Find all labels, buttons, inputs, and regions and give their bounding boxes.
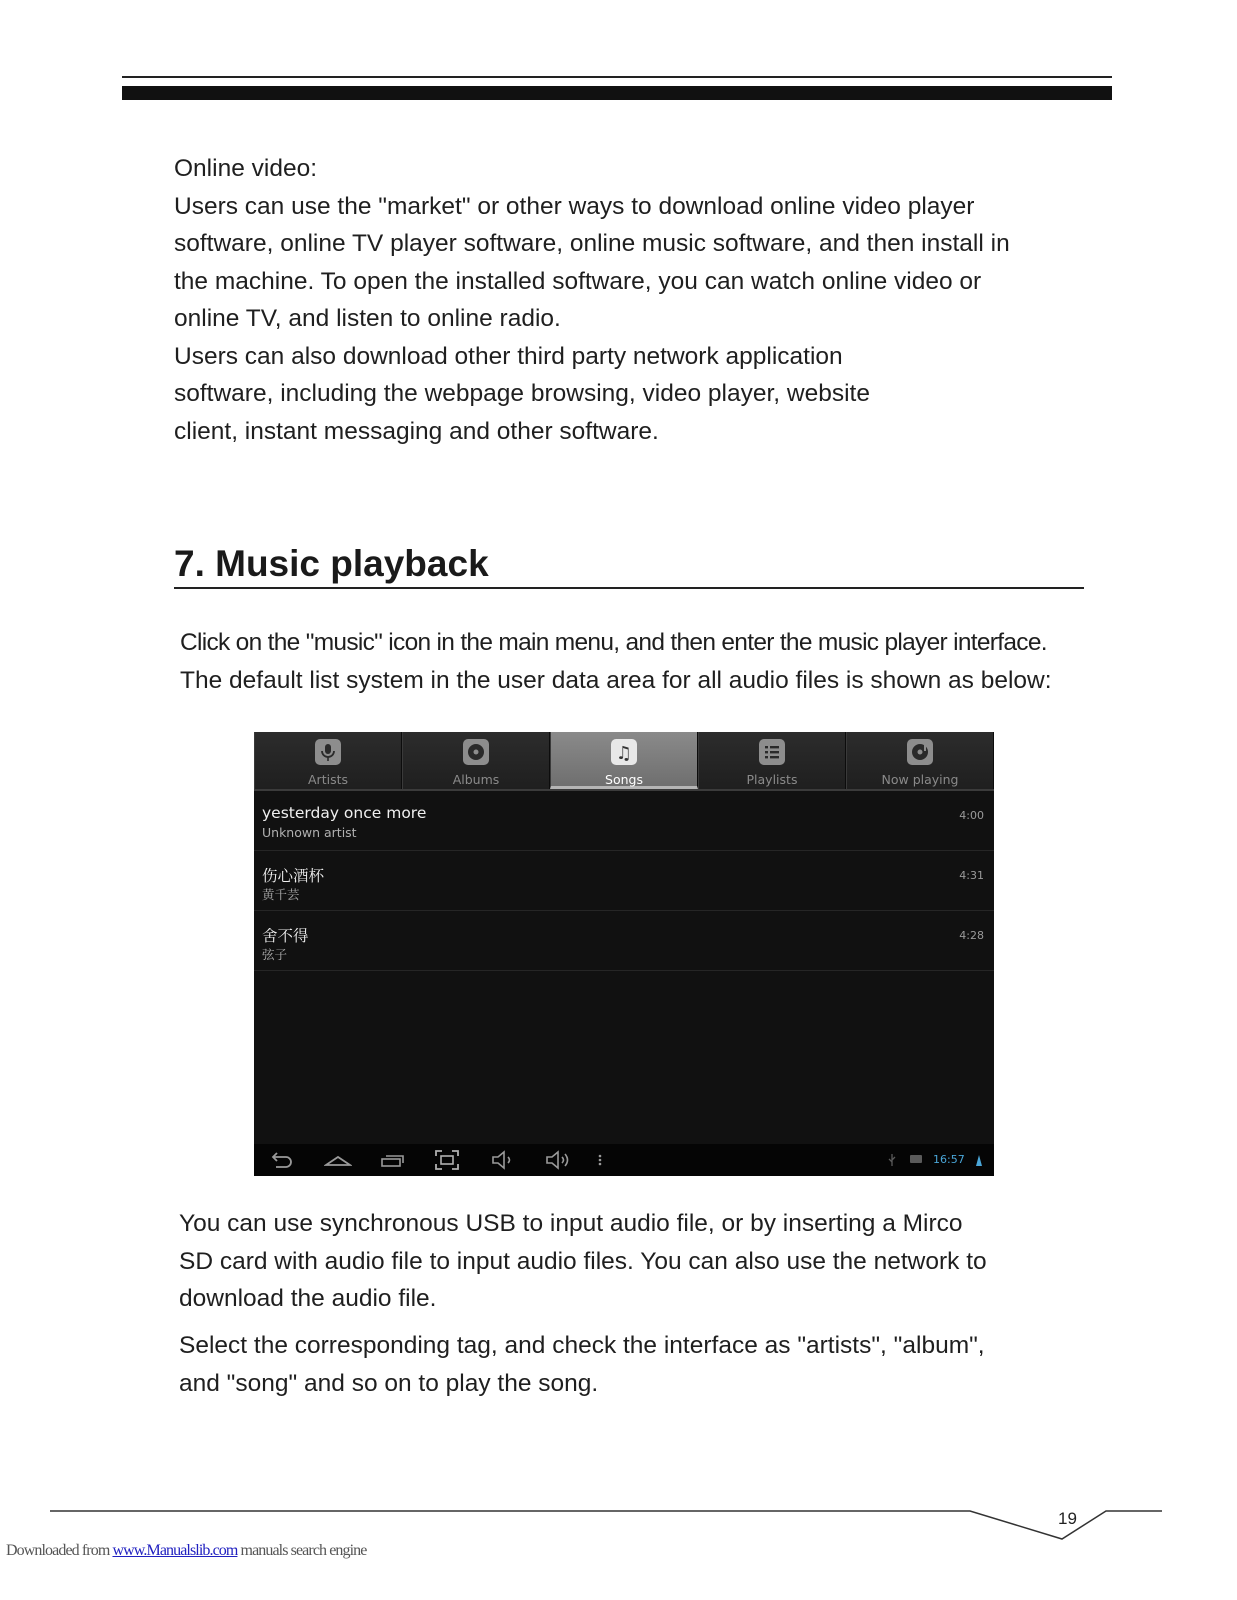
song-artist: 弦子 [262, 947, 288, 962]
intro-paragraph [180, 624, 1100, 699]
text-line: software, online TV player software, online music software, and then install in [174, 230, 1010, 257]
svg-text:♫: ♫ [615, 743, 633, 764]
tab-playlists[interactable] [698, 732, 846, 789]
song-title: 舍不得 [262, 927, 309, 945]
tab-albums[interactable] [402, 732, 550, 789]
song-duration: 4:00 [959, 809, 984, 822]
text-line: online TV, and listen to online radio. [174, 305, 561, 332]
tab-songs[interactable] [550, 732, 698, 789]
section-heading [174, 541, 1084, 589]
text-line: Users can also download other third party network application [174, 342, 843, 370]
system-navigation-bar [254, 1144, 994, 1176]
usb-icon [887, 1152, 897, 1171]
song-list [254, 791, 994, 971]
signal-icon [975, 1152, 983, 1171]
tab-label: Songs [605, 772, 643, 787]
text-line: Select the corresponding tag, and check the interface as "artists", "album", [179, 1332, 985, 1359]
menu-icon[interactable] [596, 1149, 604, 1171]
download-suffix: manuals search engine [237, 1542, 367, 1559]
song-artist: 黄千芸 [262, 887, 300, 902]
tab-label: Playlists [746, 772, 798, 787]
text-line: SD card with audio file to input audio files. You can also use the network to [179, 1247, 987, 1275]
text-line: Users can use the "market" or other ways to download online video player [174, 192, 975, 220]
tab-label: Albums [452, 772, 500, 787]
list-icon [759, 739, 785, 765]
tab-label: Artists [308, 772, 348, 787]
song-title: 伤心酒杯 [262, 867, 325, 885]
text-line: The default list system in the user data area for all audio files is shown as below: [180, 666, 1052, 694]
manualslib-link[interactable]: www.Manualslib.com [112, 1542, 238, 1559]
tab-artists[interactable] [254, 732, 402, 789]
player-tab-bar [254, 732, 994, 791]
header-rule-thick [122, 86, 1112, 100]
download-prefix: Downloaded from [6, 1542, 113, 1559]
song-duration: 4:31 [959, 869, 984, 882]
home-icon[interactable] [324, 1149, 352, 1171]
online-video-heading: Online video: [174, 155, 318, 182]
album-icon [463, 739, 489, 765]
tab-label: Now playing [881, 772, 959, 787]
volume-down-icon[interactable] [490, 1149, 516, 1171]
text-line: client, instant messaging and other software. [174, 417, 659, 445]
recent-apps-icon[interactable] [380, 1149, 406, 1171]
header-rule-thin [122, 76, 1112, 78]
text-line: Click on the "music" icon in the main menu, and then enter the music player interface. [180, 629, 1047, 656]
section-title: 7. Music playback [174, 543, 489, 584]
usb-paragraph [179, 1205, 1099, 1318]
now-playing-icon [907, 739, 933, 765]
select-paragraph [179, 1327, 1099, 1402]
microphone-icon [315, 739, 341, 765]
screenshot-icon[interactable] [434, 1149, 460, 1171]
song-artist: Unknown artist [262, 825, 357, 840]
tab-now-playing[interactable] [846, 732, 994, 789]
text-line: You can use synchronous USB to input audio file, or by inserting a Mirco [179, 1210, 963, 1237]
download-note [6, 1542, 366, 1560]
status-clock: 16:57 [933, 1153, 965, 1166]
volume-up-icon[interactable] [544, 1149, 574, 1171]
back-icon[interactable] [268, 1149, 294, 1171]
text-line: download the audio file. [179, 1285, 437, 1312]
song-row[interactable] [254, 791, 994, 851]
song-title: yesterday once more [262, 804, 427, 822]
song-row[interactable] [254, 851, 994, 911]
text-line: software, including the webpage browsing, video player, website [174, 380, 870, 407]
battery-icon [910, 1155, 922, 1163]
online-video-paragraph [174, 150, 1094, 450]
text-line: and "song" and so on to play the song. [179, 1369, 599, 1397]
page-number: 19 [1058, 1509, 1077, 1528]
music-note-icon [611, 739, 637, 765]
music-player-screenshot [254, 732, 994, 1176]
song-row[interactable] [254, 911, 994, 971]
text-line: the machine. To open the installed software, you can watch online video or [174, 267, 982, 295]
song-duration: 4:28 [959, 929, 984, 942]
